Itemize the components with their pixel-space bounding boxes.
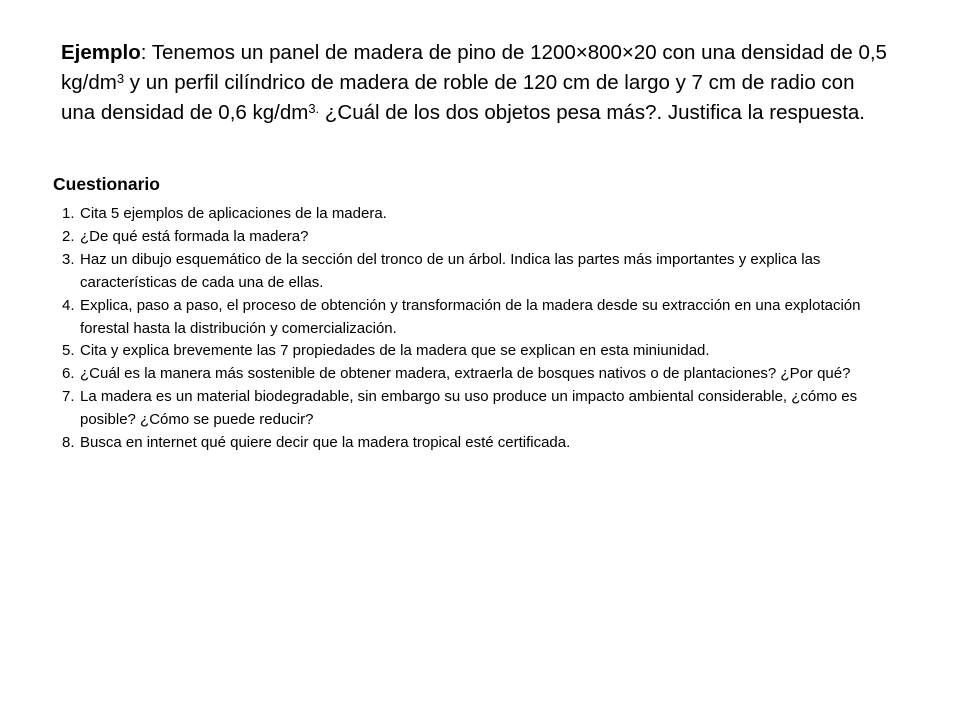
question-number: 6. [62,365,75,383]
question-item [62,295,902,341]
question-item [62,203,902,226]
question-text: Explica, paso a paso, el proceso de obtención y transformación de la madera desde su extracción en una explotación forestal hasta la distribución y comercialización. [80,296,861,337]
question-number: 8. [62,434,75,452]
question-number: 2. [62,227,75,245]
questionnaire-title: Cuestionario [53,174,160,194]
questionnaire-list [62,203,902,455]
question-item [62,340,902,363]
question-text: ¿Cuál es la manera más sostenible de obtener madera, extraerla de bosques nativos o de plantaciones? ¿Por qué? [80,365,851,383]
question-number: 5. [62,342,75,360]
question-number: 4. [62,296,75,314]
question-item [62,432,902,455]
question-item [62,226,902,249]
density-exponent-1: 3 [116,71,125,86]
question-text: Busca en internet qué quiere decir que la madera tropical esté certificada. [80,434,571,452]
question-text: Haz un dibujo esquemático de la sección del tronco de un árbol. Indica las partes más importantes y explica las características de cada una de ellas. [80,250,821,291]
example-label: Ejemplo [61,41,141,64]
example-paragraph [61,38,891,128]
example-text-part-1: : Tenemos un panel de madera de pino de 1200×800×20 con una densidad de 0,5 kg/dm [61,41,887,94]
question-text: ¿De qué está formada la madera? [80,227,309,245]
question-number: 7. [62,388,75,406]
question-text: Cita y explica brevemente las 7 propiedades de la madera que se explican en esta miniunidad. [80,342,710,360]
question-text: La madera es un material biodegradable, sin embargo su uso produce un impacto ambiental considerable, ¿cómo es posible? ¿Cómo se puede reducir? [80,388,858,429]
question-item [62,249,902,295]
question-item [62,363,902,386]
question-item [62,386,902,432]
example-text-part-2: y un perfil cilíndrico de madera de roble de 120 cm de largo y 7 cm de radio con una densidad de 0,6 kg/dm [61,71,855,124]
question-number: 1. [62,205,75,222]
example-text-part-3: ¿Cuál de los dos objetos pesa más?. Justifica la respuesta. [319,101,865,124]
question-number: 3. [62,250,75,268]
density-exponent-2: 3. [308,101,320,116]
question-text: Cita 5 ejemplos de aplicaciones de la madera. [80,205,387,222]
